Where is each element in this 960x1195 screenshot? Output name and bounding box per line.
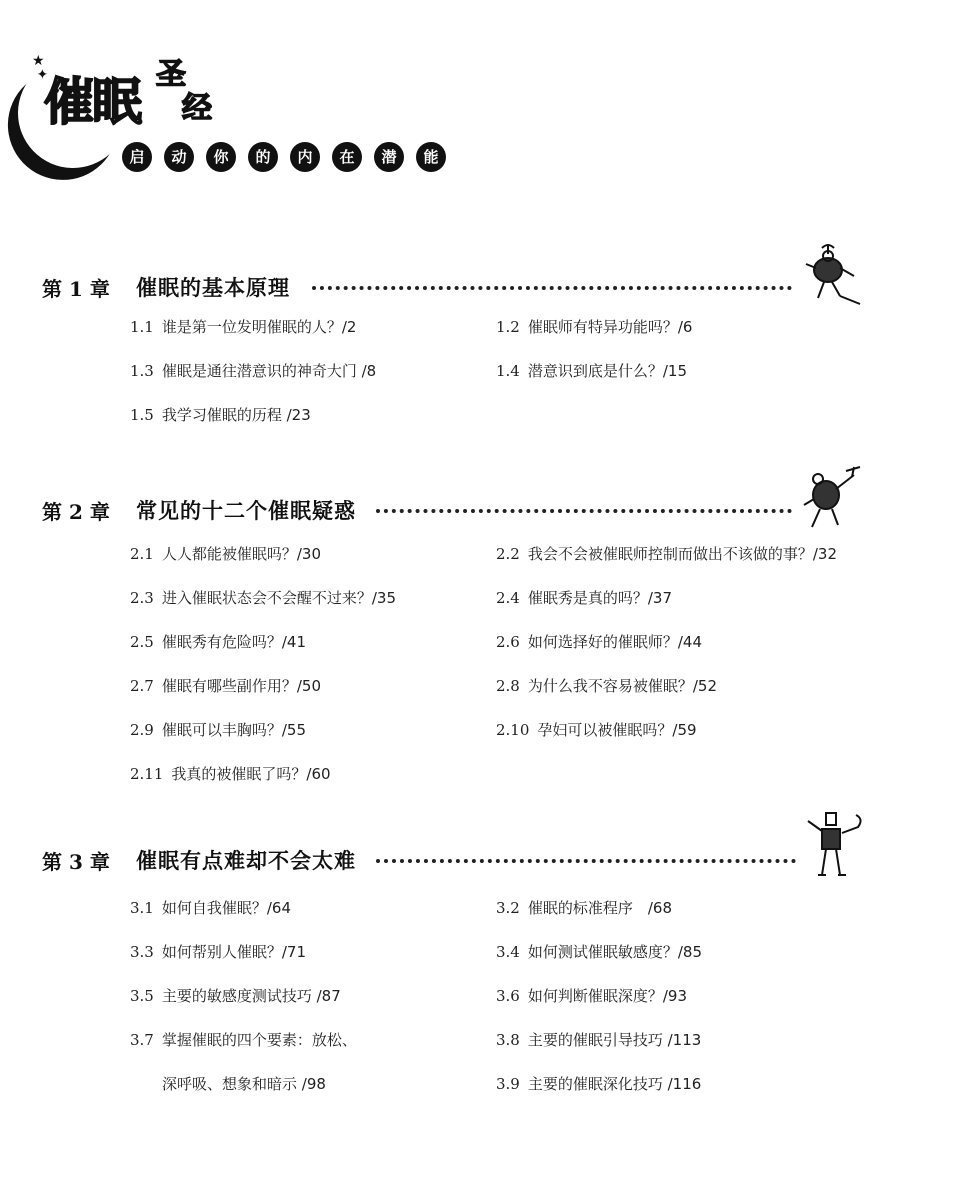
chapter-heading [42, 495, 356, 525]
logo-side-text [156, 58, 212, 126]
chapter-number: 第 3 章 [42, 849, 110, 874]
entry-title: 催眠的标准程序 /68 [527, 899, 673, 917]
entry-number: 3.7 [130, 1031, 154, 1049]
subtitle-char: 在 [332, 142, 362, 172]
entry-title: 人人都能被催眠吗？/30 [161, 545, 322, 563]
logo-side-char: 经 [182, 91, 212, 126]
entry-number: 3.5 [130, 987, 154, 1005]
chapter-title: 催眠的基本原理 [136, 276, 290, 300]
entry-title: 掌握催眠的四个要素：放松、 [161, 1031, 357, 1049]
entry-number: 2.6 [496, 633, 520, 651]
entry-title: 潜意识到底是什么？/15 [527, 362, 688, 380]
entry-title: 催眠秀有危险吗？/41 [161, 633, 307, 651]
toc-entry[interactable] [496, 316, 692, 337]
leader-dots [376, 509, 792, 513]
toc-entry-continuation[interactable] [162, 1073, 326, 1094]
toc-entry[interactable] [130, 316, 356, 337]
entry-number: 2.3 [130, 589, 154, 607]
toc-entry[interactable] [130, 1029, 357, 1050]
toc-entry[interactable] [496, 941, 702, 962]
entry-title: 如何选择好的催眠师？/44 [527, 633, 703, 651]
toc-entry[interactable] [130, 719, 306, 740]
toc-entry[interactable] [496, 587, 672, 608]
entry-title: 我真的被催眠了吗？/60 [171, 765, 331, 783]
entry-number: 1.2 [496, 318, 520, 336]
entry-number: 1.1 [130, 318, 154, 336]
entry-number: 2.10 [496, 721, 530, 739]
entry-number: 2.8 [496, 677, 520, 695]
entry-title: 孕妇可以被催眠吗？/59 [537, 721, 697, 739]
toc-entry[interactable] [496, 675, 717, 696]
subtitle-char: 动 [164, 142, 194, 172]
entry-number: 3.9 [496, 1075, 520, 1093]
entry-title: 主要的催眠深化技巧 /116 [527, 1075, 702, 1093]
entry-title: 催眠可以丰胸吗？/55 [161, 721, 307, 739]
entry-number: 1.3 [130, 362, 154, 380]
entry-number: 2.2 [496, 545, 520, 563]
logo-side-char: 圣 [156, 57, 186, 92]
entry-title: 催眠是通往潜意识的神奇大门 /8 [161, 362, 377, 380]
toc-entry[interactable] [496, 897, 672, 918]
book-logo [18, 50, 498, 190]
entry-title: 我会不会被催眠师控制而做出不该做的事？/32 [527, 545, 838, 563]
entry-number: 3.4 [496, 943, 520, 961]
entry-title: 如何自我催眠？/64 [161, 899, 292, 917]
toc-entry[interactable] [496, 1073, 701, 1094]
toc-entry[interactable] [130, 404, 311, 425]
entry-title: 进入催眠状态会不会醒不过来？/35 [161, 589, 397, 607]
acrobat-figure-icon [800, 240, 870, 312]
toc-entry[interactable] [496, 1029, 701, 1050]
entry-number: 2.11 [130, 765, 164, 783]
chapter-number: 第 1 章 [42, 276, 110, 301]
entry-title: 主要的敏感度测试技巧 /87 [161, 987, 341, 1005]
toc-entry[interactable] [496, 360, 687, 381]
entry-title: 如何测试催眠敏感度？/85 [527, 943, 703, 961]
toc-entry[interactable] [496, 985, 687, 1006]
entry-number: 2.5 [130, 633, 154, 651]
entry-number: 2.7 [130, 677, 154, 695]
toc-entry[interactable] [130, 763, 331, 784]
entry-title: 催眠师有特异功能吗？/6 [527, 318, 693, 336]
entry-title: 如何判断催眠深度？/93 [527, 987, 688, 1005]
toc-entry[interactable] [130, 360, 376, 381]
toc-entry[interactable] [130, 985, 341, 1006]
chapter-heading [42, 272, 290, 302]
entry-title: 如何帮别人催眠？/71 [161, 943, 307, 961]
leader-dots [312, 286, 792, 290]
entry-number: 2.4 [496, 589, 520, 607]
acrobat-figure-icon [800, 807, 870, 883]
toc-entry[interactable] [130, 897, 291, 918]
entry-number: 3.2 [496, 899, 520, 917]
subtitle-char: 能 [416, 142, 446, 172]
subtitle-char: 潜 [374, 142, 404, 172]
entry-number: 3.8 [496, 1031, 520, 1049]
entry-title: 催眠秀是真的吗？/37 [527, 589, 673, 607]
toc-entry[interactable] [130, 941, 306, 962]
subtitle-char: 你 [206, 142, 236, 172]
star-icon: ★ ✦ [32, 53, 49, 83]
entry-number: 1.5 [130, 406, 154, 424]
toc-entry[interactable] [496, 543, 837, 564]
subtitle-char: 启 [122, 142, 152, 172]
chapter-title: 催眠有点难却不会太难 [136, 849, 356, 873]
toc-entry[interactable] [130, 587, 396, 608]
entry-number: 3.1 [130, 899, 154, 917]
acrobat-figure-icon [796, 465, 868, 535]
toc-entry[interactable] [130, 675, 321, 696]
subtitle-char: 的 [248, 142, 278, 172]
entry-number: 2.1 [130, 545, 154, 563]
toc-entry[interactable] [130, 631, 306, 652]
entry-number: 2.9 [130, 721, 154, 739]
entry-number: 3.3 [130, 943, 154, 961]
entry-number: 1.4 [496, 362, 520, 380]
entry-title: 为什么我不容易被催眠？/52 [527, 677, 718, 695]
entry-title: 谁是第一位发明催眠的人？/2 [161, 318, 357, 336]
chapter-title: 常见的十二个催眠疑惑 [136, 499, 356, 523]
entry-title: 催眠有哪些副作用？/50 [161, 677, 322, 695]
toc-entry[interactable] [496, 719, 697, 740]
logo-subtitle [122, 142, 446, 172]
entry-title: 深呼吸、想象和暗示 /98 [162, 1075, 326, 1093]
entry-number: 3.6 [496, 987, 520, 1005]
toc-entry[interactable] [130, 543, 321, 564]
entry-title: 主要的催眠引导技巧 /113 [527, 1031, 702, 1049]
logo-title: 催眠 [44, 72, 140, 131]
chapter-heading [42, 845, 356, 875]
subtitle-char: 内 [290, 142, 320, 172]
entry-title: 我学习催眠的历程 /23 [161, 406, 311, 424]
chapter-number: 第 2 章 [42, 499, 110, 524]
toc-entry[interactable] [496, 631, 702, 652]
leader-dots [376, 859, 796, 863]
